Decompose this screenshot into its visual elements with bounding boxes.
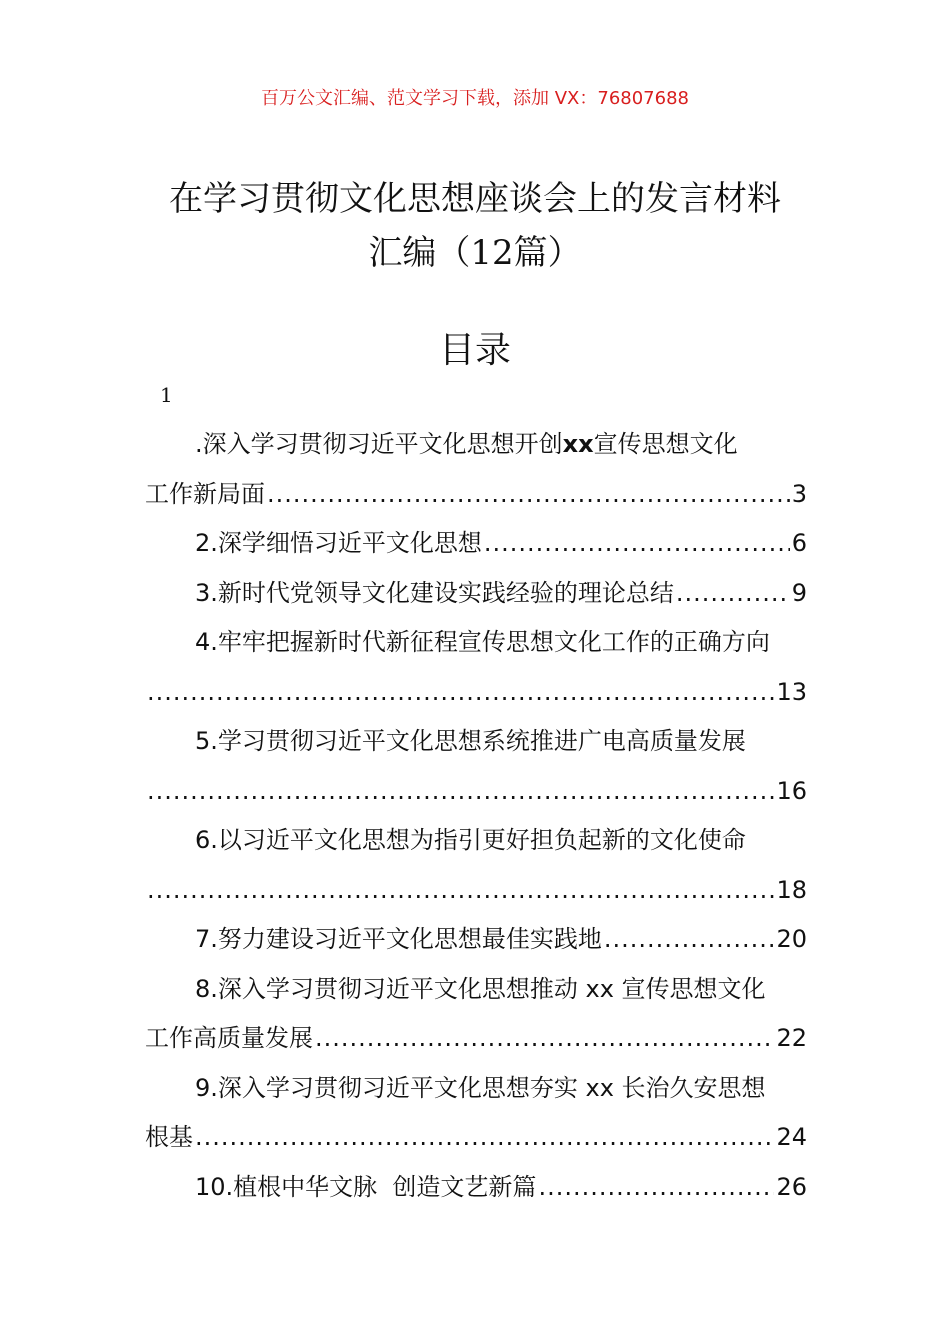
dot-leader <box>484 519 790 568</box>
toc-entry-7-text: 7.努力建设习近平文化思想最佳实践地 <box>195 925 602 953</box>
document-title <box>0 172 950 280</box>
toc-entry-2-text: 2.深学细悟习近平文化思想 <box>195 529 482 557</box>
dot-leader <box>538 1163 774 1212</box>
dot-leader <box>147 668 774 717</box>
toc-entry-4-line1 <box>145 618 807 668</box>
toc-entry-8-line1 <box>145 965 807 1015</box>
toc-entry-7-page: 20 <box>776 925 807 953</box>
toc-entry-4-page: 13 <box>776 677 807 706</box>
toc-entry-10-line <box>145 1163 807 1213</box>
toc-entry-6[interactable] <box>145 816 807 915</box>
toc-entry-1-page: 3 <box>791 479 807 508</box>
dot-leader <box>195 1113 774 1162</box>
toc-entry-6-line2 <box>145 866 807 916</box>
toc-entry-9-line1 <box>145 1064 807 1114</box>
toc-entry-6-page: 18 <box>776 875 807 904</box>
toc-entry-3-line <box>145 569 807 619</box>
toc-entry-3-page: 9 <box>791 578 807 607</box>
toc-entry-1-text-b: 宣传思想文化 <box>593 430 738 458</box>
title-line-2-suffix: 篇） <box>513 233 582 273</box>
toc-entry-1-line1 <box>145 420 807 470</box>
toc-entry-1-text-a: .深入学习贯彻习近平文化思想开创 <box>195 430 563 458</box>
toc-entry-9-page: 24 <box>776 1123 807 1151</box>
dot-leader <box>147 767 774 816</box>
toc-entry-1-line2 <box>145 470 807 520</box>
title-count: 12 <box>470 233 514 273</box>
toc-entry-8-page: 22 <box>776 1024 807 1052</box>
toc-heading: 目录 <box>438 330 511 371</box>
toc-entry-1[interactable] <box>145 420 807 519</box>
toc-entry-8-text: 8.深入学习贯彻习近平文化思想推动 xx 宣传思想文化 <box>195 974 766 1003</box>
toc-entry-9-line2 <box>145 1113 807 1163</box>
toc-entry-7[interactable] <box>145 915 807 965</box>
toc-entry-2-page: 6 <box>791 529 807 557</box>
toc-entry-10-text: 10.植根中华文脉 创造文艺新篇 <box>195 1172 537 1201</box>
title-line-2 <box>0 226 950 280</box>
toc-entry-2[interactable] <box>145 519 807 569</box>
toc-entry-6-line1 <box>145 816 807 866</box>
dot-leader <box>315 1014 774 1063</box>
toc-entry-1-cont: 工作新局面 <box>145 479 265 508</box>
toc-entry-5-line1 <box>145 717 807 767</box>
toc-entry-5[interactable] <box>145 717 807 816</box>
dot-leader <box>676 569 790 618</box>
toc-entry-3[interactable] <box>145 569 807 619</box>
title-line-1: 在学习贯彻文化思想座谈会上的发言材料 <box>169 179 781 219</box>
toc-entry-9[interactable] <box>145 1064 807 1163</box>
toc-entry-8-line2 <box>145 1014 807 1064</box>
toc-entry-10-page: 26 <box>776 1172 807 1201</box>
toc-entry-7-line <box>145 915 807 965</box>
toc-entry-5-page: 16 <box>776 776 807 805</box>
stray-number: 1 <box>160 383 173 407</box>
toc-entry-4[interactable] <box>145 618 807 717</box>
toc-entry-5-text: 5.学习贯彻习近平文化思想系统推进广电高质量发展 <box>195 727 746 755</box>
toc-entry-4-line2 <box>145 668 807 718</box>
toc-entry-3-text: 3.新时代党领导文化建设实践经验的理论总结 <box>195 578 674 607</box>
title-line-2-prefix: 汇编（ <box>368 233 471 273</box>
dot-leader <box>604 915 775 964</box>
header-note: 百万公文汇编、范文学习下载，添加 VX：76807688 <box>261 88 689 109</box>
toc-entry-2-line <box>145 519 807 569</box>
table-of-contents <box>145 420 807 1212</box>
toc-entry-5-line2 <box>145 767 807 817</box>
toc-entry-9-text: 9.深入学习贯彻习近平文化思想夯实 xx 长治久安思想 <box>195 1073 766 1102</box>
toc-entry-6-text: 6.以习近平文化思想为指引更好担负起新的文化使命 <box>195 826 746 854</box>
toc-entry-9-cont: 根基 <box>145 1123 193 1151</box>
toc-entry-4-text: 4.牢牢把握新时代新征程宣传思想文化工作的正确方向 <box>195 628 770 656</box>
toc-entry-8[interactable] <box>145 965 807 1064</box>
dot-leader <box>267 470 790 519</box>
toc-entry-8-cont: 工作高质量发展 <box>145 1024 313 1052</box>
toc-entry-1-bold: xx <box>562 430 594 458</box>
toc-entry-10[interactable] <box>145 1163 807 1213</box>
dot-leader <box>147 866 774 915</box>
